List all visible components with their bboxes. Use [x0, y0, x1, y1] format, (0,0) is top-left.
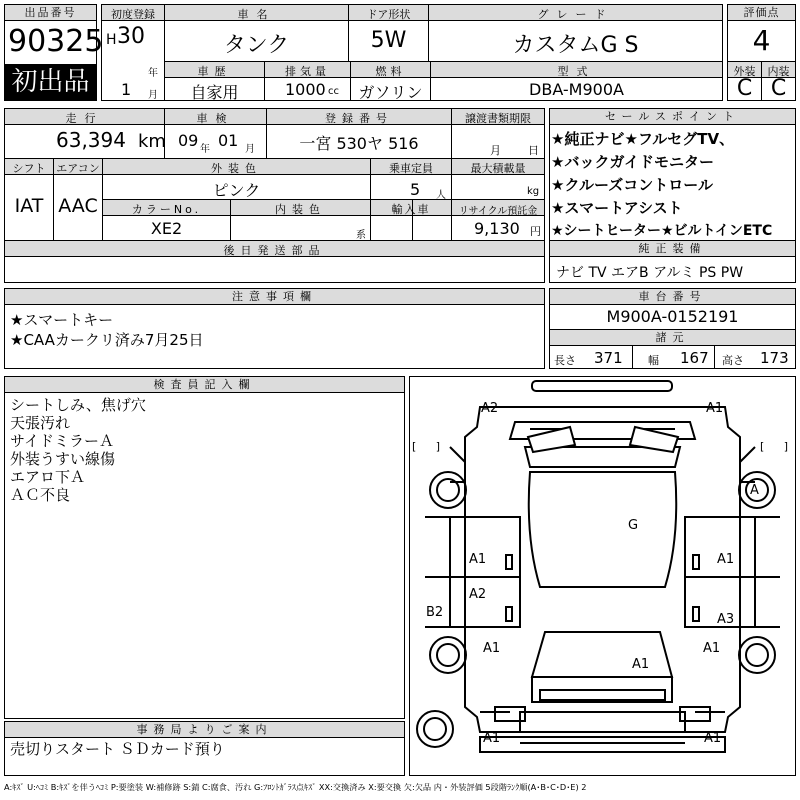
grade: カスタムG S — [512, 33, 639, 58]
inspection-label: 車検 — [196, 112, 235, 125]
chassis-number: M900A-0152191 — [606, 307, 739, 326]
inspection-month-unit: 月 — [245, 144, 255, 155]
first-reg-month: 1 — [121, 80, 132, 99]
ac-label: エアコン — [56, 162, 100, 175]
note-2: ★CAAカークリ済み7月25日 — [10, 331, 204, 349]
sales-point-1: ★純正ナビ★フルセグTV、 — [551, 130, 735, 148]
sales-point-2: ★バックガイドモニター — [551, 153, 714, 171]
inspector-item: 外装うすい線傷 — [10, 450, 116, 468]
import-label: 輸入車 — [391, 203, 431, 216]
ac: AAC — [58, 195, 98, 217]
color-no-label: カラーNo. — [131, 203, 202, 216]
inspection-year: 09 — [178, 131, 199, 150]
damage-mark: A1 — [483, 731, 501, 746]
damage-mark: A2 — [469, 587, 487, 602]
bracket-left: [ ] — [412, 440, 449, 453]
registration-number: 一宮 530ヤ 516 — [299, 134, 419, 153]
bracket-right: [ ] — [760, 440, 797, 453]
score-label: 評価点 — [728, 5, 795, 21]
damage-mark: A3 — [717, 612, 735, 627]
displacement-label: 排気量 — [285, 65, 330, 78]
damage-mark: A1 — [469, 552, 487, 567]
later-parts-label: 後日発送部品 — [223, 244, 326, 257]
int-color-unit: 系 — [356, 230, 366, 241]
recycle-amount: 9,130 — [474, 219, 520, 238]
exhibit-number-label: 出品番号 — [5, 5, 96, 21]
max-load-unit: kg — [527, 186, 540, 197]
ext-rating: C — [736, 76, 753, 101]
score: 4 — [752, 24, 771, 57]
fuel: ガソリン — [358, 83, 423, 102]
year-unit: 年 — [148, 68, 158, 79]
note-1: ★スマートキー — [10, 311, 114, 329]
legend: A:ｷｽﾞ U:ﾍｺﾐ B:ｷｽﾞを伴うﾍｺﾐ P:要塗装 W:補修跡 S:錆 C:腐食、汚れ G:ﾌﾛﾝﾄｶﾞﾗｽ点ｷｽﾞ XX:交換済み X:要交換 欠:欠品 内・外装評価 5段階ﾗﾝｸ順(A･B･C･D･E) 2 — [4, 782, 587, 792]
sales-points-label: セールスポイント — [550, 109, 795, 125]
damage-mark: A1 — [483, 641, 501, 656]
displacement-unit: cc — [328, 86, 339, 97]
ext-label: 外装 — [733, 65, 756, 78]
shift-label: シフト — [12, 162, 46, 175]
door-type: 5W — [370, 28, 407, 53]
length: 371 — [594, 349, 623, 367]
inspector-item: サイドミラーＡ — [10, 432, 114, 450]
spec-label: 諸元 — [550, 330, 795, 346]
history-label: 車歴 — [197, 65, 232, 78]
displacement: 1000 — [285, 80, 326, 99]
damage-mark: A1 — [704, 731, 722, 746]
fuel-label: 燃料 — [375, 65, 406, 78]
sales-point-4: ★スマートアシスト — [551, 199, 683, 217]
grade-label: グレード — [537, 8, 614, 21]
capacity-unit: 人 — [436, 190, 446, 201]
damage-mark: A1 — [717, 552, 735, 567]
model-label: 型式 — [557, 65, 596, 78]
shift: IAT — [14, 195, 44, 217]
exhibit-number: 90325 — [8, 24, 104, 59]
damage-mark: A1 — [703, 641, 721, 656]
recycle-unit: 円 — [530, 225, 541, 238]
sales-point-5: ★シートヒーター★ビルトインETC — [551, 223, 773, 239]
int-rating: C — [770, 76, 787, 101]
int-label: 内装 — [767, 65, 790, 78]
recycle-label: リサイクル預託金 — [458, 206, 538, 217]
notes-label: 注意事項欄 — [5, 289, 544, 305]
office-text: 売切りスタート ＳＤカード預り — [10, 740, 225, 758]
inspector-item: エアロ下Ａ — [10, 468, 86, 486]
first-reg-year: 30 — [117, 24, 145, 49]
inspector-item: ＡＣ不良 — [10, 486, 71, 504]
inspection-month: 01 — [218, 131, 239, 150]
door-label: ドア形状 — [366, 8, 411, 21]
inspection-year-unit: 年 — [200, 144, 210, 155]
registration-label: 登録番号 — [325, 112, 393, 125]
transfer-deadline-label: 譲渡書類期限 — [465, 112, 531, 125]
damage-mark: A1 — [706, 401, 724, 416]
damage-mark: B2 — [426, 605, 444, 620]
inspector-label: 検査員記入欄 — [5, 377, 404, 393]
era: H — [106, 32, 117, 48]
capacity: 5 — [410, 180, 421, 199]
damage-mark: G — [628, 518, 639, 533]
car-name-label: 車名 — [237, 8, 276, 21]
mileage-label: 走行 — [65, 112, 104, 125]
int-color-label: 内装色 — [275, 203, 326, 216]
model: DBA-M900A — [529, 80, 624, 99]
sales-point-3: ★クルーズコントロール — [551, 176, 713, 194]
transfer-month: 月 — [490, 144, 501, 157]
width-label: 幅 — [648, 354, 659, 367]
office-label: 事務局よりご案内 — [5, 722, 404, 738]
height-label: 高さ — [722, 354, 744, 367]
mileage-unit: km — [138, 131, 166, 152]
damage-mark: A2 — [481, 401, 499, 416]
first-reg-label: 初度登録 — [111, 8, 155, 21]
damage-mark: A1 — [632, 657, 650, 672]
capacity-label: 乗車定員 — [389, 162, 433, 175]
inspector-item: シートしみ、焦げ穴 — [10, 396, 146, 414]
inspector-item: 天張汚れ — [10, 414, 71, 432]
ext-color: ピンク — [212, 181, 261, 200]
transfer-day: 日 — [528, 144, 539, 157]
length-label: 長さ — [554, 354, 576, 367]
month-unit: 月 — [148, 90, 158, 101]
mileage: 63,394 — [56, 128, 126, 152]
max-load-label: 最大積載量 — [470, 162, 526, 175]
damage-mark: A — [750, 483, 759, 498]
first-listing-badge: 初出品 — [5, 64, 96, 100]
ext-color-label: 外装色 — [211, 162, 262, 175]
car-diagram — [410, 377, 795, 775]
equipment-label: 純正装備 — [550, 241, 795, 257]
history: 自家用 — [190, 83, 239, 102]
chassis-label: 車台番号 — [550, 289, 795, 305]
width: 167 — [680, 349, 709, 367]
color-no: XE2 — [150, 219, 183, 238]
car-name: タンク — [223, 33, 290, 58]
height: 173 — [760, 349, 789, 367]
equipment: ナビ TV エアB アルミ PS PW — [556, 265, 744, 281]
